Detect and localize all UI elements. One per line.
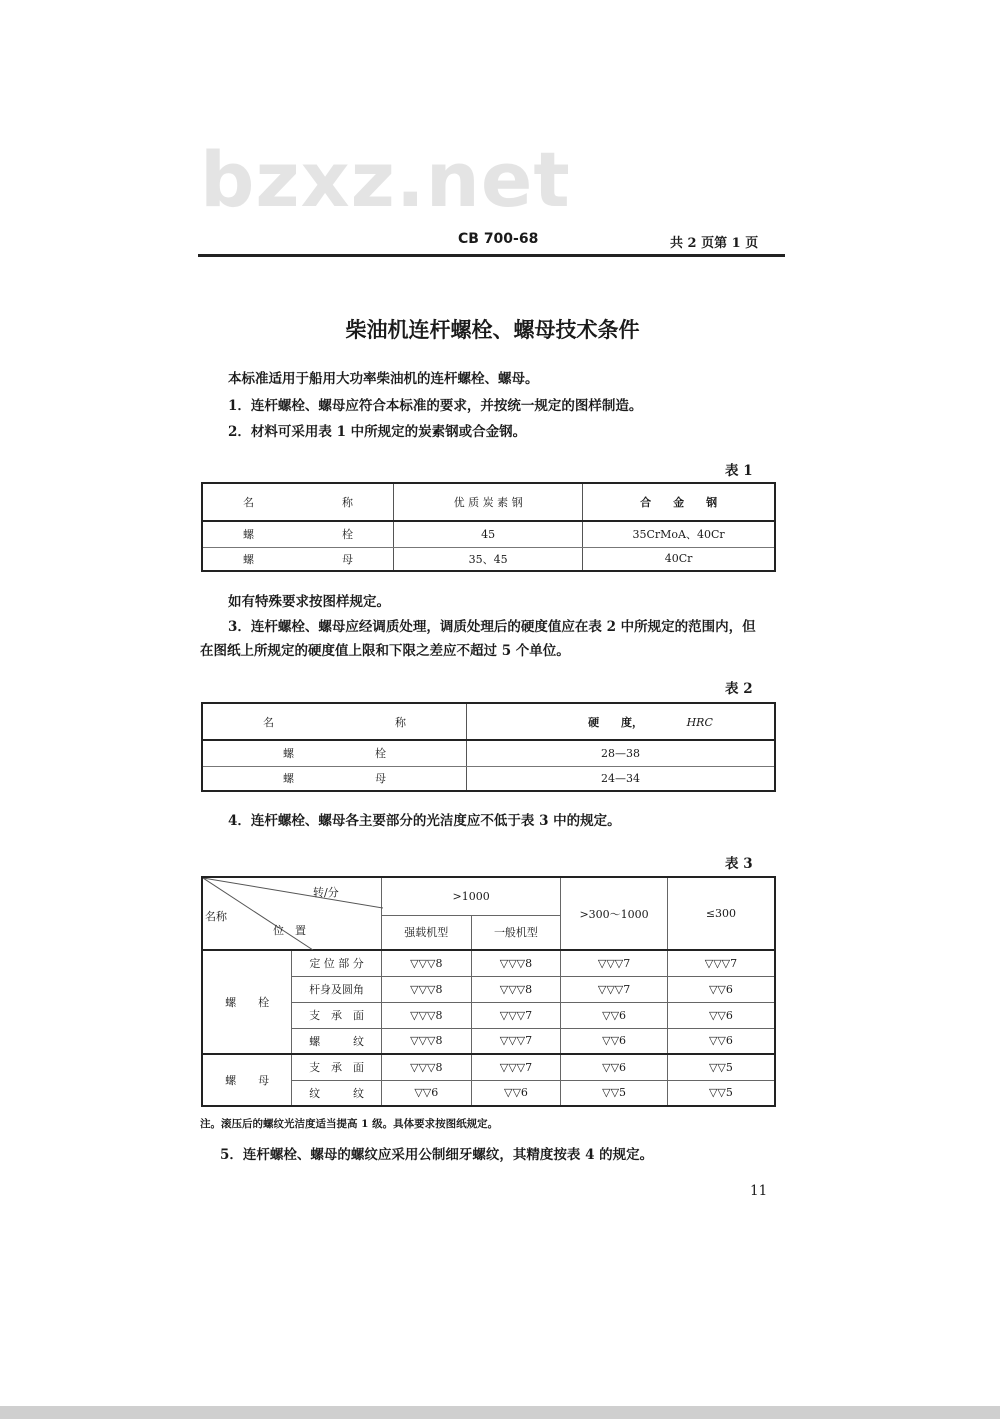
table-3-cell: ▽▽5 [561, 1080, 668, 1106]
table-1-header-name: 名 称 [202, 483, 394, 521]
table-1-caption: 表 1 [725, 463, 753, 479]
table-3-cell: ▽▽6 [561, 1028, 668, 1054]
table-3-header-under-300: ≤300 [667, 877, 775, 950]
table-3-cell: ▽▽▽7 [667, 950, 775, 976]
table-3-cell: ▽▽▽7 [561, 950, 668, 976]
table-1-cell: 45 [394, 521, 583, 547]
table-3-cell: ▽▽▽8 [381, 1002, 471, 1028]
table-3-cell: ▽▽6 [667, 976, 775, 1002]
table-2-row-bolt-name: 螺 栓 [202, 740, 466, 766]
table-row [202, 521, 775, 547]
table-row [202, 547, 775, 571]
table-3-part: 螺 纹 [292, 1028, 382, 1054]
table-2-row-nut-name: 螺 母 [283, 772, 386, 786]
table-3-caption: 表 3 [725, 856, 753, 872]
table-3-note: 注。滚压后的螺纹光洁度适当提高 1 级。具体要求按图纸规定。 [200, 1118, 499, 1130]
table-3-corner-cell [202, 877, 381, 950]
table-3-cell: ▽▽▽8 [471, 950, 561, 976]
table-3-cell: ▽▽6 [561, 1054, 668, 1080]
table-3-subheader-heavy-load: 强载机型 [381, 915, 471, 950]
table-3-cell: ▽▽▽7 [561, 976, 668, 1002]
table-2-header-hardness: 硬 度， HRC [466, 703, 775, 740]
corner-position-label: 位 置 [273, 924, 306, 937]
table-2-caption: 表 2 [725, 681, 753, 697]
bottom-bar [0, 1406, 1000, 1419]
clause-3-line-1: 3．连杆螺栓、螺母应经调质处理，调质处理后的硬度值应在表 2 中所规定的范围内，但 [228, 619, 756, 635]
table-2-cell: 24—34 [466, 766, 775, 791]
table-1-cell: 40Cr [583, 547, 775, 571]
table-3-group-bolt: 螺 栓 [202, 950, 292, 1054]
table-1-header-alloy-steel: 合 金 钢 [583, 483, 775, 521]
table-row [202, 950, 775, 976]
table-3-header-300-1000: >300～1000 [561, 877, 668, 950]
table-row [202, 1054, 775, 1080]
clause-2: 2．材料可采用表 1 中所规定的炭素钢或合金钢。 [228, 424, 527, 440]
table-3-cell: ▽▽6 [381, 1080, 471, 1106]
clause-3-line-2: 在图纸上所规定的硬度值上限和下限之差应不超过 5 个单位。 [200, 643, 570, 659]
table-3-cell: ▽▽▽8 [381, 950, 471, 976]
table-3-subheader-general: 一般机型 [471, 915, 561, 950]
table-row [202, 766, 775, 791]
corner-name-label: 名称 [205, 910, 227, 923]
table-2-header-name: 名 称 [202, 703, 466, 740]
table-3-cell: ▽▽5 [667, 1080, 775, 1106]
clause-4: 4．连杆螺栓、螺母各主要部分的光洁度应不低于表 3 中的规定。 [228, 813, 621, 829]
document-title: 柴油机连杆螺栓、螺母技术条件 [345, 318, 640, 342]
table-1-cell: 35、45 [394, 547, 583, 571]
table-3 [201, 876, 776, 1107]
table-3-group-nut: 螺 母 [202, 1054, 292, 1106]
watermark: bzxz.net [200, 135, 571, 224]
special-requirement-note: 如有特殊要求按图样规定。 [228, 594, 390, 610]
table-3-cell: ▽▽6 [667, 1002, 775, 1028]
table-1-row-nut-name: 螺 母 [243, 552, 354, 566]
clause-5: 5．连杆螺栓、螺母的螺纹应采用公制细牙螺纹，其精度按表 4 的规定。 [220, 1147, 654, 1163]
table-3-part: 杆身及圆角 [292, 976, 382, 1002]
clause-1: 1．连杆螺栓、螺母应符合本标准的要求，并按统一规定的图样制造。 [228, 398, 643, 414]
page-number: 11 [750, 1183, 768, 1199]
table-3-cell: ▽▽6 [471, 1080, 561, 1106]
table-3-cell: ▽▽▽8 [381, 976, 471, 1002]
table-row [202, 740, 775, 766]
table-3-cell: ▽▽▽7 [471, 1002, 561, 1028]
intro-paragraph: 本标准适用于船用大功率柴油机的连杆螺栓、螺母。 [228, 371, 539, 387]
table-3-cell: ▽▽▽8 [471, 976, 561, 1002]
table-3-cell: ▽▽6 [667, 1028, 775, 1054]
table-1 [201, 482, 776, 572]
table-2-cell: 28—38 [466, 740, 775, 766]
table-3-cell: ▽▽▽7 [471, 1054, 561, 1080]
table-3-part: 定 位 部 分 [292, 950, 382, 976]
corner-speed-label: 转/分 [313, 886, 339, 899]
table-3-cell: ▽▽6 [561, 1002, 668, 1028]
page-info: 共 2 页第 1 页 [670, 236, 759, 251]
table-3-header-over-1000: >1000 [381, 877, 560, 915]
standard-code: CB 700-68 [458, 231, 539, 247]
diagonal-lines [203, 878, 383, 950]
table-3-cell: ▽▽5 [667, 1054, 775, 1080]
header-rule [198, 254, 785, 257]
table-1-cell: 35CrMoA、40Cr [583, 521, 775, 547]
table-3-part: 纹 纹 [292, 1080, 382, 1106]
table-1-row-bolt-name: 螺 栓 [202, 521, 394, 547]
table-3-part: 支 承 面 [292, 1054, 382, 1080]
table-3-cell: ▽▽▽8 [381, 1028, 471, 1054]
table-2 [201, 702, 776, 792]
table-3-part: 支 承 面 [292, 1002, 382, 1028]
table-1-header-carbon-steel: 优 质 炭 素 钢 [394, 483, 583, 521]
table-3-cell: ▽▽▽8 [381, 1054, 471, 1080]
table-3-cell: ▽▽▽7 [471, 1028, 561, 1054]
